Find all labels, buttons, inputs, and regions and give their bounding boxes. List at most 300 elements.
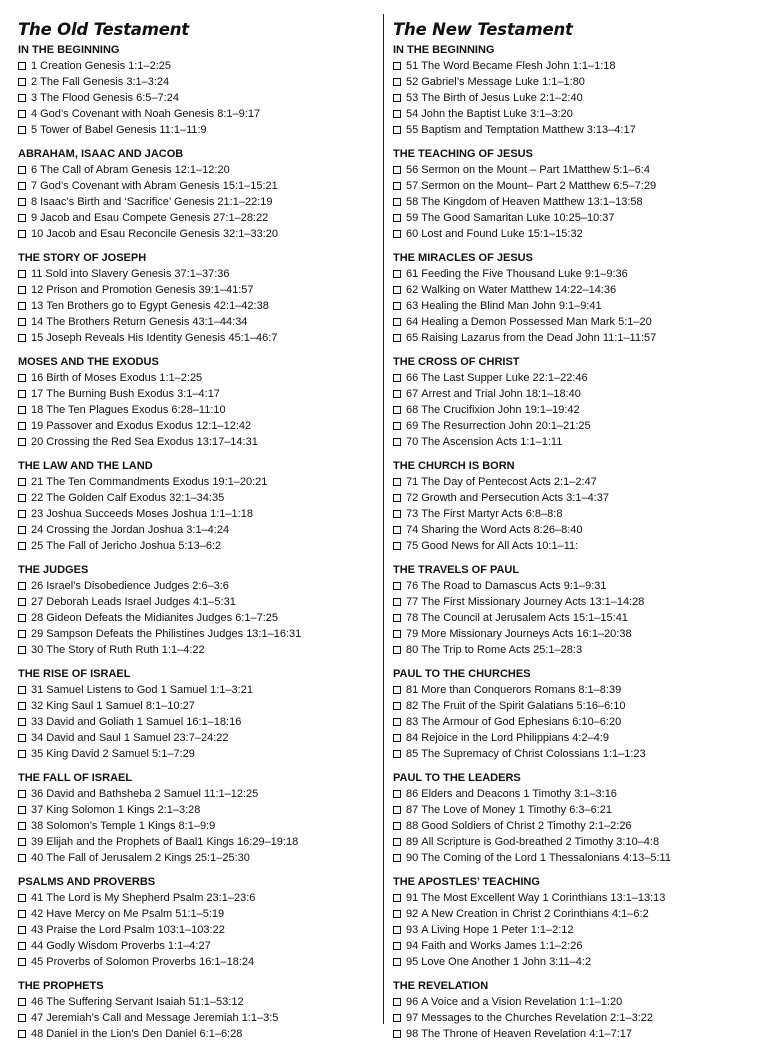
checkbox-icon[interactable] [393,734,401,742]
reading-item[interactable] [393,994,755,1010]
checkbox-icon[interactable] [393,702,401,710]
reading-item[interactable] [18,698,380,714]
reading-item[interactable] [18,402,380,418]
reading-number: 43 [31,924,44,936]
checkbox-icon[interactable] [393,494,401,502]
reading-number: 25 [31,540,44,552]
reading-number: 51 [406,60,419,72]
checkbox-icon[interactable] [393,806,401,814]
checkbox-icon[interactable] [18,942,26,950]
reading-text: A Living Hope 1 Peter 1:1–2:12 [421,924,574,936]
reading-item[interactable] [18,370,380,386]
reading-item[interactable] [393,746,755,762]
reading-section [393,874,755,970]
reading-text: Growth and Persecution Acts 3:1–4:37 [421,492,609,504]
reading-item[interactable] [18,594,380,610]
reading-item[interactable] [393,626,755,642]
reading-item[interactable] [18,834,380,850]
reading-item[interactable] [18,194,380,210]
reading-item[interactable] [18,802,380,818]
reading-text: The Throne of Heaven Revelation 4:1–7:17 [421,1028,633,1040]
reading-item[interactable] [393,298,755,314]
reading-item[interactable] [18,386,380,402]
reading-item[interactable] [18,506,380,522]
reading-text: Tower of Babel Genesis 11:1–11:9 [40,124,207,136]
reading-item[interactable] [393,522,755,538]
reading-number: 62 [406,284,419,296]
reading-item[interactable] [18,610,380,626]
reading-item[interactable] [393,58,755,74]
reading-item[interactable] [18,818,380,834]
reading-number: 74 [406,524,419,536]
checkbox-icon[interactable] [393,854,401,862]
checkbox-icon[interactable] [18,510,26,518]
checkbox-icon[interactable] [393,302,401,310]
reading-text: Godly Wisdom Proverbs 1:1–4:27 [46,940,211,952]
reading-item[interactable] [18,90,380,106]
checkbox-icon[interactable] [18,1014,26,1022]
reading-item[interactable] [18,226,380,242]
reading-item[interactable] [393,162,755,178]
checkbox-icon[interactable] [393,270,401,278]
reading-item[interactable] [393,1026,755,1042]
checkbox-icon[interactable] [393,630,401,638]
reading-item[interactable] [393,194,755,210]
checkbox-icon[interactable] [18,598,26,606]
checkbox-icon[interactable] [393,926,401,934]
reading-text: The Crucifixion John 19:1–19:42 [421,404,580,416]
checkbox-icon[interactable] [393,822,401,830]
reading-section [18,146,380,242]
reading-text: Arrest and Trial John 18:1–18:40 [421,388,581,400]
reading-text: King David 2 Samuel 5:1–7:29 [46,748,195,760]
reading-number: 85 [406,748,419,760]
reading-item[interactable] [18,850,380,866]
reading-text: Prison and Promotion Genesis 39:1–41:57 [46,284,254,296]
checkbox-icon[interactable] [393,214,401,222]
reading-text: Deborah Leads Israel Judges 4:1–5:31 [46,596,236,608]
reading-number: 94 [406,940,419,952]
reading-item[interactable] [393,642,755,658]
reading-number: 3 [31,92,38,104]
reading-number: 84 [406,732,419,744]
checkbox-icon[interactable] [393,894,401,902]
reading-section [18,666,380,762]
section-title: THE FALL OF ISRAEL [18,772,133,784]
reading-item[interactable] [18,298,380,314]
reading-item[interactable] [393,266,755,282]
reading-item[interactable] [393,106,755,122]
reading-item[interactable] [18,74,380,90]
checkbox-icon[interactable] [393,126,401,134]
reading-item[interactable] [393,698,755,714]
checkbox-icon[interactable] [18,582,26,590]
reading-section [18,354,380,450]
checkbox-icon[interactable] [18,750,26,758]
reading-item[interactable] [393,594,755,610]
checkbox-icon[interactable] [18,494,26,502]
reading-item[interactable] [393,418,755,434]
checkbox-icon[interactable] [393,790,401,798]
checkbox-icon[interactable] [393,958,401,966]
section-title: THE CHURCH IS BORN [393,460,515,472]
reading-text: The Armour of God Ephesians 6:10–6:20 [421,716,622,728]
reading-item[interactable] [393,90,755,106]
reading-item[interactable] [393,802,755,818]
reading-item[interactable] [393,730,755,746]
reading-text: Daniel in the Lion’s Den Daniel 6:1–6:28 [46,1028,243,1040]
checkbox-icon[interactable] [18,302,26,310]
reading-number: 44 [31,940,44,952]
reading-number: 39 [31,836,44,848]
checkbox-icon[interactable] [393,406,401,414]
checkbox-icon[interactable] [18,318,26,326]
reading-text: Healing the Blind Man John 9:1–9:41 [421,300,602,312]
reading-item[interactable] [393,578,755,594]
checkbox-icon[interactable] [393,750,401,758]
checkbox-icon[interactable] [18,166,26,174]
reading-item[interactable] [393,890,755,906]
checkbox-icon[interactable] [18,1030,26,1038]
reading-number: 79 [406,628,419,640]
reading-text: The Ten Commandments Exodus 19:1–20:21 [46,476,268,488]
section-title: ABRAHAM, ISAAC AND JACOB [18,148,184,160]
checkbox-icon[interactable] [393,94,401,102]
reading-item[interactable] [393,314,755,330]
checkbox-icon[interactable] [18,630,26,638]
checkbox-icon[interactable] [393,390,401,398]
reading-item[interactable] [18,954,380,970]
reading-text: The Road to Damascus Acts 9:1–9:31 [421,580,607,592]
old-testament-sections [18,42,380,1042]
checkbox-icon[interactable] [18,718,26,726]
reading-item[interactable] [18,434,380,450]
reading-item[interactable] [393,210,755,226]
checkbox-icon[interactable] [18,958,26,966]
reading-item[interactable] [393,122,755,138]
checkbox-icon[interactable] [393,598,401,606]
reading-item[interactable] [18,106,380,122]
checkbox-icon[interactable] [393,198,401,206]
checkbox-icon[interactable] [393,998,401,1006]
checkbox-icon[interactable] [18,390,26,398]
checkbox-icon[interactable] [18,126,26,134]
reading-item[interactable] [393,610,755,626]
reading-item[interactable] [393,850,755,866]
section-title: THE JUDGES [18,564,89,576]
reading-number: 47 [31,1012,44,1024]
checkbox-icon[interactable] [18,110,26,118]
reading-item[interactable] [393,474,755,490]
reading-item[interactable] [18,642,380,658]
reading-item[interactable] [393,386,755,402]
checkbox-icon[interactable] [18,230,26,238]
reading-text: Jeremiah’s Call and Message Jeremiah 1:1–3:5 [46,1012,279,1024]
checkbox-icon[interactable] [393,526,401,534]
new-testament-column [393,18,755,1050]
checkbox-icon[interactable] [393,1030,401,1038]
reading-number: 57 [406,180,419,192]
reading-text: King Solomon 1 Kings 2:1–3:28 [46,804,201,816]
checkbox-icon[interactable] [18,78,26,86]
reading-item[interactable] [18,938,380,954]
checkbox-icon[interactable] [393,318,401,326]
reading-text: God’s Covenant with Noah Genesis 8:1–9:17 [40,108,261,120]
reading-item[interactable] [393,506,755,522]
reading-item[interactable] [393,818,755,834]
reading-text: More than Conquerors Romans 8:1–8:39 [421,684,622,696]
reading-item[interactable] [18,730,380,746]
section-title: THE REVELATION [393,980,489,992]
checkbox-icon[interactable] [393,182,401,190]
reading-text: David and Bathsheba 2 Samuel 11:1–12:25 [46,788,259,800]
checkbox-icon[interactable] [18,734,26,742]
reading-number: 21 [31,476,44,488]
checkbox-icon[interactable] [393,334,401,342]
reading-number: 45 [31,956,44,968]
checkbox-icon[interactable] [18,646,26,654]
reading-item[interactable] [18,626,380,642]
reading-number: 30 [31,644,44,656]
checkbox-icon[interactable] [18,822,26,830]
reading-item[interactable] [393,538,755,554]
checkbox-icon[interactable] [393,542,401,550]
reading-item[interactable] [18,538,380,554]
reading-item[interactable] [393,954,755,970]
checkbox-icon[interactable] [393,438,401,446]
reading-item[interactable] [18,714,380,730]
reading-number: 29 [31,628,44,640]
reading-item[interactable] [18,890,380,906]
reading-number: 95 [406,956,419,968]
reading-item[interactable] [18,906,380,922]
reading-item[interactable] [393,226,755,242]
checkbox-icon[interactable] [18,806,26,814]
section-title: THE CROSS OF CHRIST [393,356,520,368]
checkbox-icon[interactable] [18,894,26,902]
reading-text: Elders and Deacons 1 Timothy 3:1–3:16 [421,788,617,800]
reading-text: The Brothers Return Genesis 43:1–44:34 [46,316,248,328]
reading-section [18,250,380,346]
reading-text: Praise the Lord Psalm 103:1–103:22 [46,924,225,936]
new-testament-title: The New Testament [393,20,573,39]
reading-number: 34 [31,732,44,744]
reading-item[interactable] [18,266,380,282]
checkbox-icon[interactable] [18,542,26,550]
checkbox-icon[interactable] [393,510,401,518]
reading-text: Samuel Listens to God 1 Samuel 1:1–3:21 [46,684,253,696]
reading-item[interactable] [393,906,755,922]
checkbox-icon[interactable] [393,838,401,846]
reading-item[interactable] [18,418,380,434]
reading-item[interactable] [18,178,380,194]
reading-item[interactable] [393,402,755,418]
reading-item[interactable] [18,122,380,138]
reading-item[interactable] [18,474,380,490]
checkbox-icon[interactable] [393,166,401,174]
reading-item[interactable] [393,786,755,802]
reading-number: 90 [406,852,419,864]
checkbox-icon[interactable] [18,214,26,222]
reading-section [393,146,755,242]
reading-text: Solomon’s Temple 1 Kings 8:1–9:9 [46,820,216,832]
reading-text: The Ten Plagues Exodus 6:28–11:10 [46,404,226,416]
reading-item[interactable] [18,746,380,762]
checkbox-icon[interactable] [393,910,401,918]
reading-item[interactable] [393,714,755,730]
reading-number: 59 [406,212,419,224]
reading-item[interactable] [18,1026,380,1042]
reading-number: 46 [31,996,44,1008]
reading-section [18,562,380,658]
checkbox-icon[interactable] [18,438,26,446]
reading-item[interactable] [18,490,380,506]
reading-text: The Word Became Flesh John 1:1–1:18 [421,60,616,72]
reading-item[interactable] [393,330,755,346]
checkbox-icon[interactable] [18,406,26,414]
reading-text: Israel’s Disobedience Judges 2:6–3:6 [46,580,229,592]
checkbox-icon[interactable] [18,998,26,1006]
reading-number: 41 [31,892,44,904]
checkbox-icon[interactable] [18,182,26,190]
checkbox-icon[interactable] [18,374,26,382]
checkbox-icon[interactable] [393,478,401,486]
checkbox-icon[interactable] [393,718,401,726]
checkbox-icon[interactable] [18,334,26,342]
checkbox-icon[interactable] [393,1014,401,1022]
reading-number: 15 [31,332,44,344]
reading-text: Gabriel’s Message Luke 1:1–1:80 [421,76,585,88]
column-divider [383,14,384,1024]
section-title: IN THE BEGINNING [393,44,495,56]
reading-text: Love One Another 1 John 3:11–4:2 [421,956,592,968]
reading-number: 20 [31,436,44,448]
reading-item[interactable] [18,58,380,74]
reading-number: 1 [31,60,38,72]
reading-section [393,770,755,866]
reading-number: 64 [406,316,419,328]
reading-item[interactable] [393,490,755,506]
reading-item[interactable] [393,834,755,850]
checkbox-icon[interactable] [393,230,401,238]
reading-number: 82 [406,700,419,712]
checkbox-icon[interactable] [18,422,26,430]
reading-item[interactable] [18,522,380,538]
checkbox-icon[interactable] [18,686,26,694]
checkbox-icon[interactable] [393,614,401,622]
checkbox-icon[interactable] [18,614,26,622]
reading-item[interactable] [393,682,755,698]
checkbox-icon[interactable] [393,78,401,86]
reading-number: 23 [31,508,44,520]
checkbox-icon[interactable] [18,62,26,70]
reading-number: 42 [31,908,44,920]
reading-item[interactable] [18,282,380,298]
reading-item[interactable] [393,74,755,90]
reading-section [393,250,755,346]
checkbox-icon[interactable] [18,286,26,294]
checkbox-icon[interactable] [393,582,401,590]
reading-text: The Kingdom of Heaven Matthew 13:1–13:58 [421,196,643,208]
reading-item[interactable] [18,162,380,178]
reading-text: The Ascension Acts 1:1–1:11 [421,436,563,448]
reading-item[interactable] [18,922,380,938]
reading-item[interactable] [393,922,755,938]
checkbox-icon[interactable] [393,646,401,654]
checkbox-icon[interactable] [18,270,26,278]
reading-number: 61 [406,268,419,280]
reading-number: 87 [406,804,419,816]
reading-text: A Voice and a Vision Revelation 1:1–1:20 [421,996,623,1008]
checkbox-icon[interactable] [18,854,26,862]
reading-item[interactable] [393,370,755,386]
reading-number: 16 [31,372,44,384]
reading-number: 86 [406,788,419,800]
reading-item[interactable] [18,682,380,698]
checkbox-icon[interactable] [393,62,401,70]
checkbox-icon[interactable] [393,686,401,694]
reading-text: Passover and Exodus Exodus 12:1–12:42 [46,420,252,432]
reading-text: The Call of Abram Genesis 12:1–12:20 [40,164,230,176]
checkbox-icon[interactable] [18,790,26,798]
reading-number: 70 [406,436,419,448]
reading-text: Faith and Works James 1:1–2:26 [421,940,583,952]
reading-item[interactable] [18,578,380,594]
reading-number: 36 [31,788,44,800]
reading-item[interactable] [18,330,380,346]
section-title: THE RISE OF ISRAEL [18,668,131,680]
checkbox-icon[interactable] [18,526,26,534]
checkbox-icon[interactable] [18,702,26,710]
reading-text: The Fall of Jericho Joshua 5:13–6:2 [46,540,222,552]
reading-number: 33 [31,716,44,728]
reading-text: A New Creation in Christ 2 Corinthians 4:1–6:2 [421,908,649,920]
reading-text: Birth of Moses Exodus 1:1–2:25 [46,372,203,384]
reading-item[interactable] [393,938,755,954]
reading-number: 93 [406,924,419,936]
reading-text: Jacob and Esau Compete Genesis 27:1–28:22 [40,212,269,224]
reading-number: 67 [406,388,419,400]
reading-text: Isaac’s Birth and ‘Sacrifice’ Genesis 21:1–22:19 [40,196,273,208]
checkbox-icon[interactable] [393,422,401,430]
reading-item[interactable] [393,282,755,298]
checkbox-icon[interactable] [18,94,26,102]
reading-item[interactable] [393,434,755,450]
checkbox-icon[interactable] [18,926,26,934]
checkbox-icon[interactable] [18,910,26,918]
checkbox-icon[interactable] [18,838,26,846]
reading-item[interactable] [18,210,380,226]
reading-item[interactable] [18,994,380,1010]
reading-item[interactable] [18,786,380,802]
checkbox-icon[interactable] [393,374,401,382]
reading-text: Crossing the Red Sea Exodus 13:17–14:31 [46,436,258,448]
reading-text: The Love of Money 1 Timothy 6:3–6:21 [421,804,613,816]
reading-item[interactable] [18,314,380,330]
checkbox-icon[interactable] [18,198,26,206]
reading-item[interactable] [393,178,755,194]
reading-number: 19 [31,420,44,432]
reading-number: 81 [406,684,419,696]
checkbox-icon[interactable] [393,110,401,118]
checkbox-icon[interactable] [18,478,26,486]
checkbox-icon[interactable] [393,942,401,950]
reading-text: The Supremacy of Christ Colossians 1:1–1:23 [421,748,646,760]
reading-text: David and Goliath 1 Samuel 16:1–18:16 [46,716,242,728]
checkbox-icon[interactable] [393,286,401,294]
reading-number: 26 [31,580,44,592]
reading-text: The Day of Pentecost Acts 2:1–2:47 [421,476,597,488]
